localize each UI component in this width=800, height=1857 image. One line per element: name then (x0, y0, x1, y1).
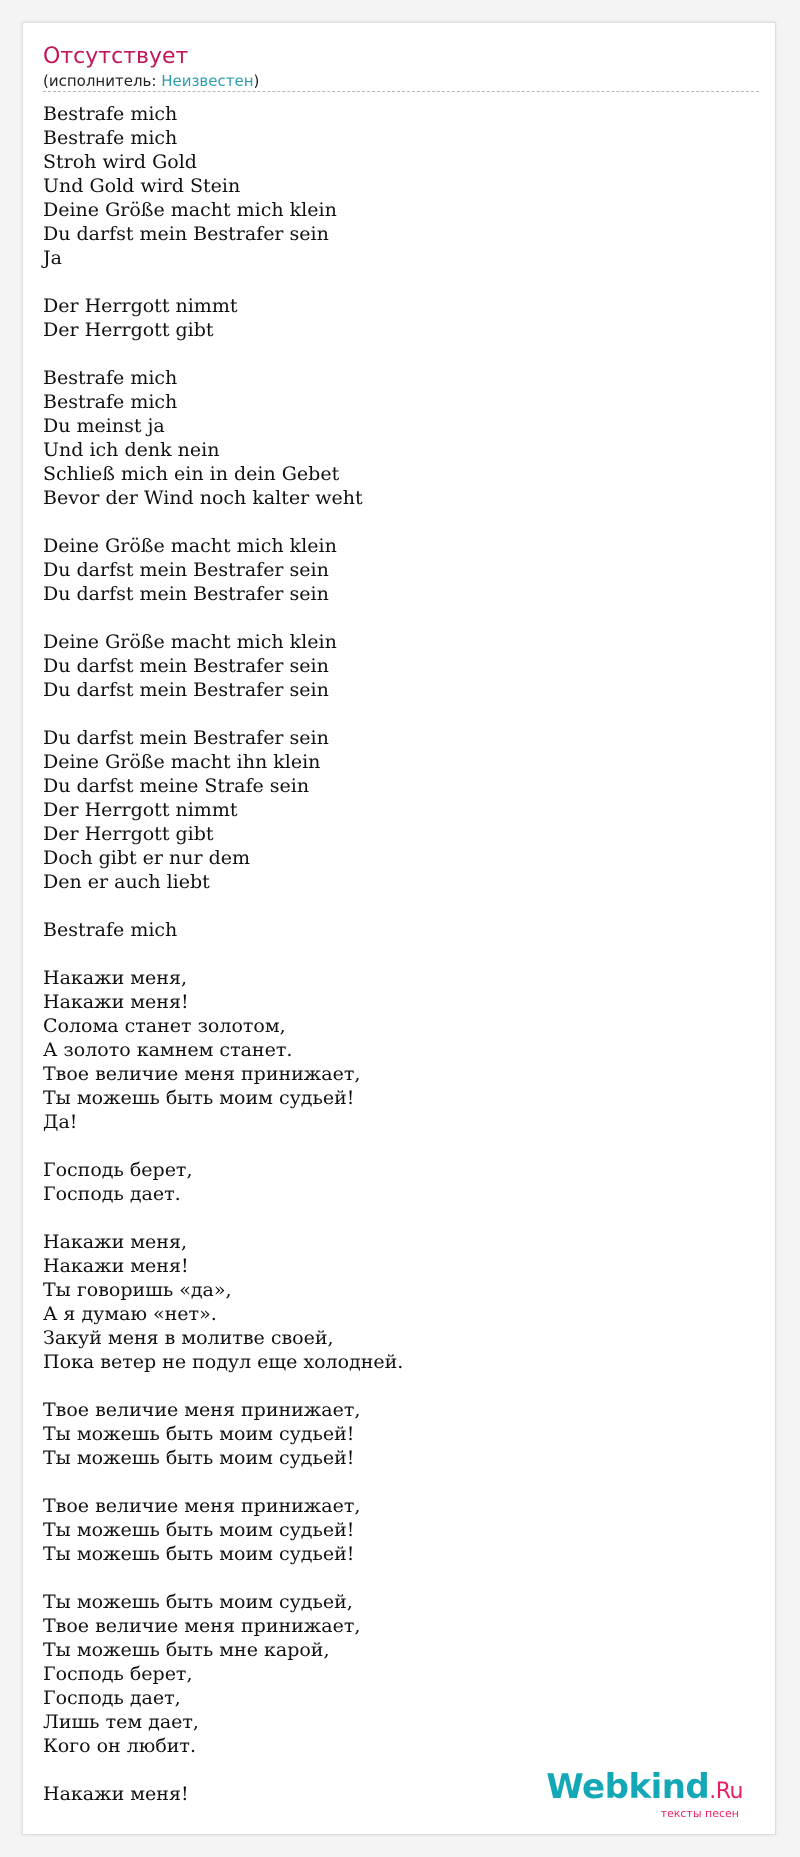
lyric-line: Господь дает, (43, 1687, 181, 1709)
lyric-line: Лишь тем дает, (43, 1711, 199, 1733)
lyric-line: Ты можешь быть моим судьей! (43, 1423, 355, 1445)
song-title: Отсутствует (43, 44, 189, 69)
logo-tagline: тексты песен (660, 1807, 739, 1820)
lyric-line: Закуй меня в молитве своей, (43, 1327, 334, 1349)
lyric-line: Пока ветер не подул еще холодней. (43, 1351, 404, 1373)
lyric-line: Да! (43, 1111, 78, 1133)
lyric-line: Du darfst mein Bestrafer sein (43, 679, 329, 701)
lyric-line: Ты можешь быть моим судьей! (43, 1543, 355, 1565)
lyric-line: Ты можешь быть моим судьей! (43, 1519, 355, 1541)
lyric-line: Deine Größe macht mich klein (43, 199, 337, 221)
stanza-break (43, 942, 759, 966)
lyric-line: Накажи меня! (43, 991, 189, 1013)
lyric-line: Твое величие меня принижает, (43, 1063, 361, 1085)
lyric-line: Твое величие меня принижает, (43, 1495, 361, 1517)
lyric-line: Deine Größe macht mich klein (43, 631, 337, 653)
lyric-line: Doch gibt er nur dem (43, 847, 251, 869)
lyric-line: Der Herrgott gibt (43, 823, 214, 845)
lyric-line: Кого он любит. (43, 1735, 196, 1757)
lyric-line: Schließ mich ein in dein Gebet (43, 463, 340, 485)
stanza-break (43, 270, 759, 294)
webkind-logo[interactable] (546, 1769, 743, 1820)
stanza-break (43, 342, 759, 366)
lyric-line: Bevor der Wind noch kalter weht (43, 487, 363, 509)
stanza-break (43, 1374, 759, 1398)
stanza-break (43, 1470, 759, 1494)
lyric-line: Stroh wird Gold (43, 151, 197, 173)
lyric-line: Bestrafe mich (43, 919, 178, 941)
stanza-break (43, 606, 759, 630)
lyric-line: Ты можешь быть моим судьей! (43, 1087, 355, 1109)
lyric-line: Bestrafe mich (43, 367, 178, 389)
lyric-line: Du darfst mein Bestrafer sein (43, 559, 329, 581)
lyric-line: Накажи меня! (43, 1255, 189, 1277)
lyric-line: Ja (43, 247, 62, 269)
artist-suffix: ) (253, 72, 260, 90)
lyric-line: Du darfst mein Bestrafer sein (43, 655, 329, 677)
lyric-line: А я думаю «нет». (43, 1303, 217, 1325)
stanza-break (43, 510, 759, 534)
lyric-line: Накажи меня! (43, 1783, 189, 1805)
lyric-line: Господь дает. (43, 1183, 181, 1205)
lyric-line: Господь берет, (43, 1159, 193, 1181)
artist-line (43, 72, 759, 90)
logo-main-text: Webkind (546, 1767, 710, 1807)
lyric-line: Deine Größe macht ihn klein (43, 751, 321, 773)
lyric-line: Накажи меня, (43, 1231, 187, 1253)
lyric-line: Und Gold wird Stein (43, 175, 241, 197)
lyric-line: Твое величие меня принижает, (43, 1399, 361, 1421)
stanza-break (43, 1206, 759, 1230)
lyric-line: Ты можешь быть моим судьей! (43, 1447, 355, 1469)
lyric-line: Ты говоришь «да», (43, 1279, 232, 1301)
stanza-break (43, 1134, 759, 1158)
lyric-line: Твое величие меня принижает, (43, 1615, 361, 1637)
lyric-line: Ты можешь быть моим судьей, (43, 1591, 353, 1613)
lyric-line: Ты можешь быть мне карой, (43, 1639, 330, 1661)
stanza-break (43, 1566, 759, 1590)
lyric-line: Du darfst meine Strafe sein (43, 775, 310, 797)
artist-link[interactable]: Неизвестен (161, 72, 254, 90)
lyric-line: Du darfst mein Bestrafer sein (43, 727, 329, 749)
lyric-line: А золото камнем станет. (43, 1039, 293, 1061)
lyrics-text (43, 102, 759, 1806)
artist-prefix: (исполнитель: (43, 72, 162, 90)
lyric-line: Den er auch liebt (43, 871, 210, 893)
lyric-line: Bestrafe mich (43, 127, 178, 149)
lyric-line: Und ich denk nein (43, 439, 220, 461)
lyric-line: Deine Größe macht mich klein (43, 535, 337, 557)
lyric-line: Bestrafe mich (43, 103, 178, 125)
logo-suffix: .Ru (709, 1779, 743, 1804)
lyric-line: Du darfst mein Bestrafer sein (43, 223, 329, 245)
lyric-line: Накажи меня, (43, 967, 187, 989)
lyric-line: Du darfst mein Bestrafer sein (43, 583, 329, 605)
logo-wordmark (546, 1769, 743, 1810)
lyric-line: Господь берет, (43, 1663, 193, 1685)
lyric-line: Der Herrgott nimmt (43, 295, 238, 317)
lyric-line: Bestrafe mich (43, 391, 178, 413)
lyric-line: Der Herrgott nimmt (43, 799, 238, 821)
song-header (43, 42, 759, 92)
lyric-line: Du meinst ja (43, 415, 165, 437)
lyric-line: Der Herrgott gibt (43, 319, 214, 341)
stanza-break (43, 702, 759, 726)
lyric-line: Солома станет золотом, (43, 1015, 286, 1037)
stanza-break (43, 894, 759, 918)
lyrics-card (22, 22, 776, 1835)
